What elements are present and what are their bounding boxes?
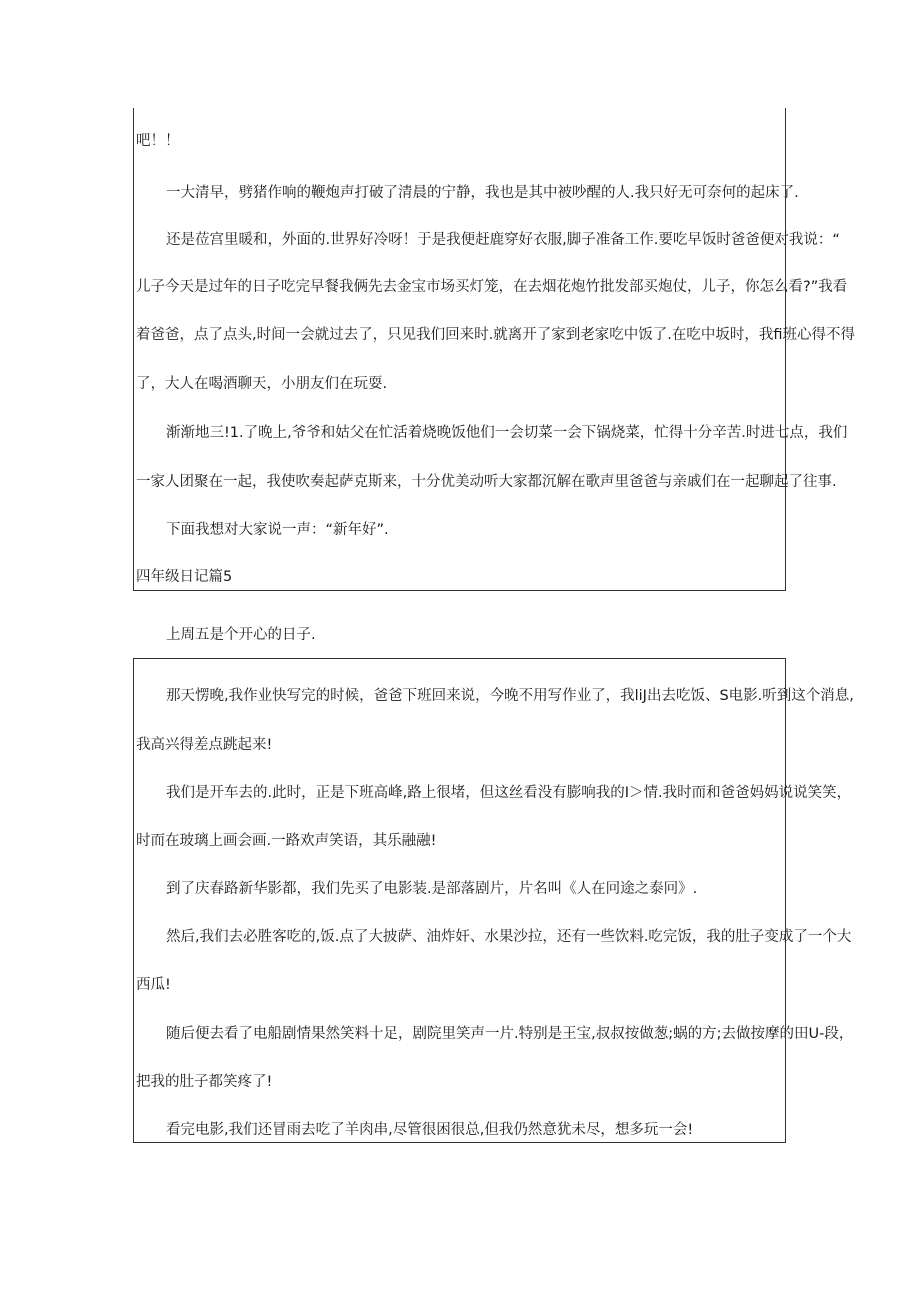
paragraph-line: 还是莅宫里暖和，外面的.世界好冷呀！于是我便赶鹿穿好衣服,脚子准备工作.要吃早饭时爸爸便对我说：“ — [166, 232, 840, 248]
paragraph-line: 到了庆春路新华影都，我们先买了电影装.是部落剧片，片名叫《人在冋途之泰冋》. — [166, 881, 698, 897]
section-heading: 四年级日记篇5 — [136, 569, 233, 585]
paragraph-line: 下面我想对大家说一声：“新年好”. — [166, 522, 389, 538]
bottom-text-frame — [133, 658, 854, 1143]
paragraph-line: 我高兴得差点跳起来! — [136, 737, 273, 753]
top-text-frame — [133, 108, 855, 591]
paragraph-line: 了，大人在喝酒聊天，小朋友们在玩耍. — [136, 376, 388, 392]
paragraph-line: 西瓜! — [136, 977, 171, 993]
paragraph-line: 我们是开车去的.此时，正是下班高峰,路上很堵，但这丝看没有膨响我的I＞情.我时而和爸爸妈妈说说笑笑， — [166, 785, 852, 801]
intro-line: 上周五是个开心的日子. — [166, 627, 316, 643]
paragraph-line: 时而在玻璃上画会画.一路欢声笑语，其乐融融! — [136, 833, 437, 849]
paragraph-line: 渐渐地三!1.了晚上,爷爷和姑父在忙活着烧晚饭他们一会切菜一会下锅烧菜，忙得十分辛苦.时进七点，我们 — [166, 425, 848, 441]
paragraph-line: 随后便去看了电船剧情果然笑料十足，剧院里笑声一片.特别是王宝,叔叔按做葱;蜗的方;去做按摩的田U-段， — [166, 1026, 854, 1042]
paragraph-line: 那天愣晚,我作业快写完的时候，爸爸下班回来说，今晚不用写作业了，我liJ出去吃饭、S电影.听到这个消息, — [166, 688, 854, 704]
paragraph-line: 儿子今天是过年的日子吃完早餐我俩先去金宝市场买灯笼，在去烟花炮竹批发部买炮仗，儿子，你怎么看?”我看 — [136, 279, 848, 295]
paragraph-line: 吧！！ — [136, 133, 180, 149]
paragraph-line: 把我的肚子都笑疼了! — [136, 1074, 273, 1090]
paragraph-line: 一家人团聚在一起，我使吹奏起萨克斯来，十分优美动听大家都沉解在歌声里爸爸与亲戚们在一起聊起了往事. — [136, 474, 837, 490]
paragraph-line: 着爸爸，点了点头,时间一会就过去了，只见我们回来时.就离开了家到老家吃中饭了.在吃中坂时，我fi班心得不得 — [136, 327, 855, 343]
paragraph-line: 然后,我们去必胜客吃的,饭.点了大披萨、油炸奸、水果沙拉，还有一些饮料.吃完饭，我的肚子变成了一个大 — [166, 929, 852, 945]
paragraph-line: 看完电影,我们还冒雨去吃了羊肉串,尽管很困很总,但我仍然意犹未尽，想多玩一会! — [166, 1122, 694, 1138]
paragraph-line: 一大清早，劈猪作响的鞭炮声打破了清晨的宁静，我也是其中被吵醒的人.我只好无可奈何的起床了. — [166, 185, 799, 201]
